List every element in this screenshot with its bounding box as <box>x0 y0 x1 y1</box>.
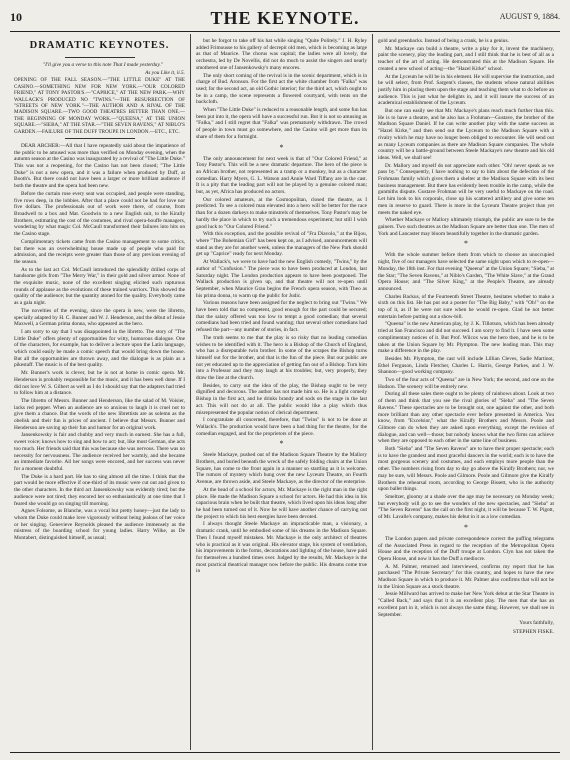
paragraph: When "The Little Duke" is reduced to a reasonable length, and some fun has been put into it, the opera will have a successful run. But it is not so amusing as "Falka," and I still regret that "Falka" was prematurely withdrawn. The crowd of people in town must go somewhere, and the Casino will get more than its share of them for a fortnight. <box>196 107 367 140</box>
column-3 <box>378 38 554 748</box>
paragraph: The only announcement for next week is that of "Our Colored Friend," at Tony Pastor's. This will be a new dramatic departure. The hero of the piece is an African brother, not represented as a tramp or a monkey, but as a character comedian. Harry Myers, G. L. Watson and Annie Ward Tiffany are in the cast. It is a pity that the leading part will not be played by a genuine colored man; but, as yet, Africa has produced no actors. <box>196 155 367 196</box>
paragraph: Besides, to carry out the idea of the play, the Bishop ought to be very dignified and decorous. The author has not made him so. He is a light comedy Bishop in the first act, and he drinks brandy and sods on the stage in the last act. This will not do at all. The public would like a play which thus misrepresented the popular notion of clerical deportment. <box>196 382 367 416</box>
paragraph: but he forgot to take off his hat while singing "Quite Politely." J. H. Ryley added Frimousse to his gallery of decrepit old men, which is becoming as large as that of Maurice. The chorus was capital; the ladies were all lovely, the orchestra, led by De Novellis, did not do much to assist the singers and nearly smothered one of Jansenkowsky's many encores. <box>196 38 367 71</box>
paragraph: I always thought Steele Mackaye an impracticable man, a visionary, a dramatic crank, until he embodied some of his dreams in the Madison Square. Then I found myself mistaken. Mr. Mackaye is the only architect of theatres who is practical as it was original. His elevator stage, his system of ventilation, his improvements in the forms, decorations and lighting of the house, have paid for themselves a hundred times over. Judged by the results, Mr. Mackaye is the most practical theatrical manager now before the public. His dreams come true in <box>196 521 367 575</box>
section-separator: * <box>464 522 468 532</box>
signature: STEPHEN FISKE. <box>513 628 554 635</box>
paragraph: Dr. Mallory and myself do not appreciate each other. "Oh! never speak as we pass by." Consequently, I have nothing to say to him about the defection of the Frohmans family which gives them a shelter at the Madison Square with its best business management. But there has evidently been trouble in the camp, while the gunmiths dispute. Gustave Frohman will be very useful to Mackaye on the road. Let him look to his corporals, close up his scattered artillery and give some ten men in reserve to guard. There is more in the Lyceum Theatre project than yet meets the naked eye. <box>378 162 554 216</box>
closing-line: Yours faithfully, <box>519 620 554 627</box>
paragraph: DEAR ARCHER:—All that I have repeatedly said about the impatience of the public to be amused was more than verified on Monday evening, when the autumn season at the Casino was inaugurated by a revival of "The Little Duke." This was not a reopening, for the Casino has not been closed; "The Little Duke" is not a new opera, and it was a failure when produced by Duff, at Booth's. But there could not have been a larger or more brilliant audience if both the theatre and the opera had been new. <box>14 142 185 190</box>
paragraph: Mr. Bunner's work is clever, but he is not at home in comic opera. Mr. Henderson is probably responsible for the music, and it has been well done. If I did not love W. S. Gilbert as well as I do I should say that the adapters had tried to follow him at a distance. <box>14 370 185 397</box>
paragraph: I am sorry to say that I was disappointed in the libretto. The story of "The Little Duke" offers plenty of opportunities for witty, humorous dialogue. One of the characters, for example, has to deliver a lecture upon the Latin language, which could easily be made a comic speech that would bring down the house. But all the opportunities are thrown away, and the dialogue is as plain as a pikestaff. The music is of the best quality. <box>14 328 185 369</box>
paragraph: The libretto of Messrs. Bunner and Henderson, like the salad of M. Voisier, lacks red pepper. When an audience are so anxious to laugh it is cruel not to give them a chance. But the words of the new librettists are as solemn as the obelisk and their fun is prices of ancient. I believe that Messrs. Bunner and Henderson are saving up their fun and humor for an original work. <box>14 397 185 431</box>
page-number: 10 <box>10 10 22 24</box>
paragraph: At Wallack's, we were to have had the new English comedy, "Twins," by the author of "Confusion." The piece was to have been produced at London, last Saturday night. The London production appears to have been postponed. The Wallack production is given up, and that theatre will not re-open until September, when Maurice Grau begins the French opera season, with Theo as his prima donna, to warm up the public for Judic. <box>196 259 367 299</box>
paragraph: Whether Mackaye or Mallory ultimately triumph, the public are sure to be the gainers. Two such theatres as the Madison Square are better than one. The men of York and Lancaster may bloom beautifully together in the dramatic garden. <box>378 217 554 237</box>
column-2 <box>196 38 367 748</box>
paragraph: During all these sales there ought to be plenty of rainbows about. Look at two of them and think that you see the rival glories of "Sieba" and "The Seven Ravens." These spectacles are to be brought out, one against the other, and both more brilliant than any other spectacle ever before presented in America. You know, from "Excelsior," what the Kiralfy Brothers and Messrs. Poole and Gilmore can do when they are asked upon everything, except the revision of dialogue, and can well—those; but nobody knows what the two firms can achieve when they are opposed to each other in the same line of business. <box>378 391 554 445</box>
epigraph: "I'll give you a verse to this note That I made yesterday." <box>42 62 164 68</box>
paragraph: Charles Backus, of the Fourteenth Street Theatre, hesitates whether to make a sixth on this list. He has put out a poster for "The Big Baby," with "Oh!" on the top of it, as if he were not sure when he would re-open. Glad he not better entertain before putting out a show-bill. <box>378 293 554 320</box>
paragraph: Agnes Folsome, as Blanche, was a vocal but pretty honey—just the lady to whom the Duke could make love vigorously without being jealous of her voice or her singing. Genevieve Reynolds pleased the audience immensely as the mistress of the boarding school for young ladies. Harry Wilke, as De Montabert, distinguished himself, as usual; <box>14 508 185 542</box>
paragraph: The Duke is a hard part. He has to sing almost all the time. I think that the part would be more effective if one-third of its music were cut out and given to the other characters. In the third act Jansenkowsky was evidently tired; but the audience were not tired; they encored her so enthusiastically at one time that I feared she would go on singing till morning. <box>14 473 185 507</box>
paragraph: The novelties of the evening, since the opera is new, were the libretto, specially adapted by H. C. Bunner and W. J. Henderson, and the début of Jessie Maxwell, a German prima donna, who appeared as the hero. <box>14 307 185 328</box>
masthead-title: THE KEYNOTE. <box>210 8 360 28</box>
paragraph: At the Lyceum he will be in his element. He will supervise the instruction, and he will select, from Prof. Sargent's classes, the students whose natural abilities justify him in placing them upon the stage and teaching them what to do before an audience. This is just what he delights in, and it will insure the success of an academical establishment of the Lyceum. <box>378 73 554 107</box>
paragraph: But one can easily see that Mr. Mackaye's plans reach much further than this. He is to have a theatre, and he also has a Frohman—Gustave, the brother of the Madison Square Daniel. If he can write another play with the same success as "Hazel Kirke," and then send out the Lyceum to the Madison Square with a rivalry which he may have no longer been obliged to encounter. He will send out as many Lyceum companies as there are Madison Square companies. The whole country will be a battle-ground between Steele Mackaye's new theatre and his old ideas. Well, we shall see! <box>378 108 554 161</box>
paragraph: Our colored amateurs, at the Cosmopolitan, closed the theatre, as I predicted. To see a colored man elevated into a hero will be better for the race than for a dozen darkeys to make minstrels of themselves. Tony Pastor's may be hardly the place in which to try such a tremendous experiment; but still I wish good luck to "Our Colored Friend." <box>196 196 367 230</box>
header-rule <box>10 31 560 32</box>
article-heading: DRAMATIC KEYNOTES. <box>29 40 170 51</box>
page-header <box>10 8 560 30</box>
section-separator: * <box>464 239 468 249</box>
paragraph: Complimentary tickets came from the Casino management to some critics, but there was an overwhelming house made up of people who paid for admission, and the receipts were greater than those of any previous evening of the season. <box>14 238 185 265</box>
paragraph: Steele Mackaye, pushed out of the Madison Square Theatre by the Mallory Brothers, and buried beneath the wreck of the safely folding chairs at the Union Square, has come to the front again in a manner so startling as it is welcome. The rumors of mystery which hung over the new Lyceum Theatre, on Fourth Avenue, are thrown aside, and Steele Mackaye, as the director of the enterprise. <box>196 452 367 486</box>
paragraph: The London papers and private correspondence correct the puffing telegrams of the Associated Press in regard to the reception of the Metropolitan Opera House and the reception of the Duff troupe at London. Clyn has not taken the Opera House, and now it has the Duff a mediocre. <box>378 535 554 562</box>
footer-rule <box>10 752 560 753</box>
column-1 <box>14 38 185 748</box>
paragraph: The only short coming of the revival is in the scenic department, which is in charge of Bud. Aronson. For the first act the white chamber from "Falka" was used; for the second act, an old Gothic interior; for the third act, which ought to be in a camp, the scene represents a flowered courtyard, with tents on the backcloth. <box>196 72 367 106</box>
paragraph: The truth seems to me that the play is so risky that no leading comedian wishes to be identified with it. The hero is a Bishop of the Church of England, who has a disreputable twin brother. In some of the scrapes the Bishop turns himself out for the brother, and that is the fun of the piece. But our public are not yet educated up to the appreciation of getting fun out of a Bishop. Turn him into a Professor and they may laugh at his troubles; but, very properly, they draw the line at the church. <box>196 334 367 382</box>
heading-rule <box>65 57 135 58</box>
article-synopsis: OPENING OF THE FALL SEASON.—"THE LITTLE DUKE" AT THE CASINO.—SOMETHING NEW FOR NEW YORK.—"OUR COLORED FRIEND," AT TONY PASTOR'S.—"CAPRICE," AT THE NEW PARK.—WHY WALLACK'S PRODUCED NO "TWINS."—THE RESURRECTION OF "STREETS OF NEW YORK."—THE AUTHOR AND A RIVAL OF THE MADISON SQUARE.—TWO GOOD THEATRES BETTER THAN ONE.—THE BEGINNING OF MONDAY WORK.—"QUEENA," AT THE UNION SQUARE.—"SIEBA," AT THE STAR.—"THE SEVEN RAVENS," AT NIBLO'S GARDEN.—FAILURE OF THE DUFF TROUPE IN LONDON.—ETC., ETC. <box>14 77 185 135</box>
column-divider <box>372 34 373 750</box>
section-rule <box>65 138 135 139</box>
paragraph: Smeltzer, gloomy at a shade over the age may be necessary on Monday week; but everybody will go to see the wonders of the new spectacles, and "Sieba" at "The Seven Ravens" has the call on the first night, it will be because T. W. Pigott, of Mr. Lavalle's company, makes his debut in it as a low comedian. <box>378 494 554 521</box>
paragraph: Various reasons have been assigned for the neglect to bring out "Twins." We have been told that no competent, good enough for the part could be secured; that the salary offered was too low to tempt a good comedian; that several comedians had been tried and found wanting; that several other comedians had refused the part—any number of stories, in fact. <box>196 300 367 334</box>
paragraph: A. M. Palmer, returned and interviewed, confirms my report that he has purchased "The Private Secretary" for this country, and hopes to have the new Madison Square in which to produce it. Mr. Palmer also confirms that will not be in the Union Square as a stock theatre. <box>378 563 554 590</box>
paragraph: With the whole summer before them from which to choose an unoccupied night, five of our managers have selected the same night upon which to re-open—Monday, the 18th inst. For that evening "Queena" at the Union Square; "Sieba," at the Star; "The Seven Ravens," at Niblo's Garden, "The White Slave," at the Grand Opera House; and "The Silver King," at the People's Theatre, are already announced. <box>378 252 554 292</box>
epigraph-attribution: As you Like it, ii.5. <box>145 69 185 76</box>
paragraph: I congratulate all concerned, therefore, that "Twins" is not to be done at Wallack's. The production would have been a bad thing for the theatre, for the comedian engaged, and for the proprietors of the piece. <box>196 417 367 437</box>
paragraph: At the head of a school for actors, Mr. Mackaye is the right man in the right place. He made the Madison Square a school for actors. He had this idea in his capacious brain when he built that theatre, which lived upon his ideas long after he had been turned out of it. Now he will have another chance of carrying out the project to which his best energies have been devoted. <box>196 486 367 520</box>
column-divider <box>190 34 191 750</box>
issue-date: AUGUST 9, 1884. <box>499 12 560 21</box>
paragraph: With this exception, and the possible revival of "Fra Diavolo," at the Bijou, where "The Bohemian Girl" has been kept on, as I advised, announcements will stand as they are for another week, unless the managers of the New Park should get up "Caprice" ready for next Monday. <box>196 231 367 258</box>
paragraph: Mr. Mackaye can build a theatre, write a play for it, invent the machinery, paint the scenery, play the leading part, and I still think that he is best of all as a teacher of the art of acting. He demonstrated this at the Madison Square. He created a new school of acting—the "Hazel Kirke" school. <box>378 45 554 72</box>
paragraph: "Queena" is the new American play, by J. K. Tillotson, which has been already tried at San Francisco and did not succeed. I am sorry to find it. I have seen some complimentary notices of it. But Prof. Wilcox was the hero then, and he is to be taken at the Union Square by Mr. Plympton. The new leading man. This may make a difference in the play. <box>378 321 554 355</box>
paragraph: Jansenkowsky is fair and chubby and very much in earnest. She has a full, sweet voice; knows how to sing and how to act; but, like most German, she acts too much. Her friends said that this was because she was nervous. There was no necessity for nervousness. The audience received her warmly, and she became an immediate favorite. All her songs were encored, and her success was never for a moment doubtful. <box>14 432 185 472</box>
paragraph: As to the last act Col. McCaull introduced the splendidly drilled corps of handsome girls from "The Merry War," in their gold and silver armor. None of the exquisite music, none of the excellent singing elicited such rapturous rounds of applause as the evolutions of these trained warriors. This showed the quality of the audience; but the quantity atoned for the quality. Everybody came as a gala night. <box>14 266 185 307</box>
section-separator: * <box>279 439 284 449</box>
paragraph: gold and greenbacks. Instead of being a crank, he is a genius. <box>378 38 509 44</box>
paragraph: Two of the four acts of "Queena" are in New York; the second, and one on the Hudson. The scenery will be entirely new. <box>378 377 554 390</box>
paragraph: Both "Sieba" and "The Seven Ravens" are to have their proper spectacle; each is to have the grandest and most graceful dancers in the world; each is to have the most gorgeous scenery and costumes, and each employs more people than the other. The numbers rising from day to day go above the Kiralfy Brothers; nor, we may be sure, will Messrs. Poole and Gilmore. Poole and Gilmore give the Kiralfy Brothers the rehearsal room, according to George Bissett, who is the authority upon ballet things. <box>378 446 554 493</box>
paragraph: Jessie Millward has arrived to make her New York debut at the Star Theatre in "Called Back," and says that it is an excellent play. The men that she has an excellent part in it, which is not always the same thing. However, we shall see in September. <box>378 591 554 618</box>
paragraph: Before the curtain rose every seat was occupied, and people were standing, five rows deep, in the lobbies. After that a place could not be had for love nor five dollars. The professionals out of work were there, of course, from Broadwell to a box and Mat. Goodwin to a new English suit, to the Kirally Brothers, estimating the cost of the costumes, and rival opera-bouffe managers, wondering by what magic Col. McCaull transformed their failures into hits on the Casino stage. <box>14 190 185 238</box>
paragraph: Besides Mr. Plympton, the cast will include Lillian Cleves, Sadie Martinot, Ethel Ferguson, Linda Fletcher, Charles L. Harris, George Parkes, and J. W. Shannon—good working company. <box>378 355 554 376</box>
section-separator: * <box>279 142 284 152</box>
